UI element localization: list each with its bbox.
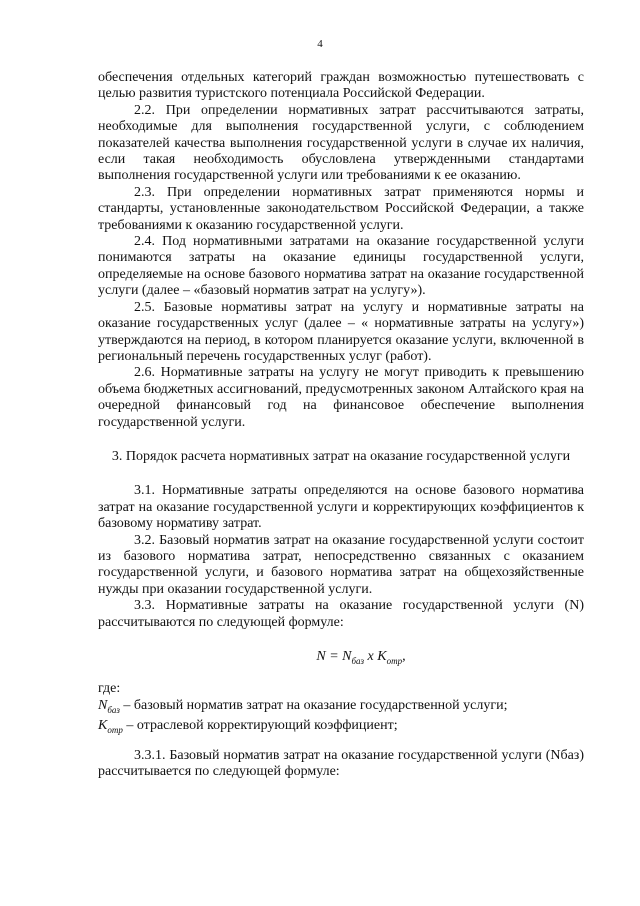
paragraph: обеспечения отдельных категорий граждан возможностью путешествовать с целью развития туристского потенциала Российской Федерации. [98,70,584,102]
paragraph: 2.2. При определении нормативных затрат рассчитываются затраты, необходимые для выполнения государственной услуги, с соблюдением показателей качества выполнения государственной услуги в случае их наличия, если такая необходимость обусловлена утвержденными стандартами выполнения государственной услуги или требованиями к ее оказанию. [98,102,584,184]
document-body [98,70,584,781]
paragraph: 2.4. Под нормативными затратами на оказание государственной услуги понимаются затраты на оказание единицы государственной услуги, определяемые на основе базового норматива затрат на оказание государственной услуги (далее – «базовый норматив затрат на услугу»). [98,234,584,299]
paragraph: 2.6. Нормативные затраты на услугу не могут приводить к превышению объема бюджетных ассигнований, предусмотренных законом Алтайского края на очередной финансовый год на финансовое обеспечение выполнения государственной услуги. [98,365,584,430]
paragraph: 3.2. Базовый норматив затрат на оказание государственной услуги состоит из базового норматива затрат, непосредственно связанных с оказанием государственной услуги, и базового норматива затрат на общехозяйственные нужды при оказании государственной услуги. [98,532,584,597]
paragraph: 3.1. Нормативные затраты определяются на основе базового норматива затрат на оказание государственной услуги и корректирующих коэффициентов к базовому нормативу затрат. [98,483,584,532]
paragraph: 3.3. Нормативные затраты на оказание государственной услуги (N) рассчитываются по следующей формуле: [98,598,584,630]
formula-mid: x K [364,649,387,664]
definition-text: – базовый норматив затрат на оказание государственной услуги; [119,697,508,713]
formula-sub-coef: отр [386,655,403,666]
formula [98,649,584,669]
definition-base [98,698,584,718]
paragraph: 3.3.1. Базовый норматив затрат на оказание государственной услуги (Nбаз) рассчитывается по следующей формуле: [98,748,584,780]
page-number: 4 [317,38,323,50]
intro-paragraphs [98,70,584,431]
definition-text: – отраслевой корректирующий коэффициент; [122,717,398,733]
section-paragraphs [98,483,584,631]
paragraph: 2.3. При определении нормативных затрат применяются нормы и стандарты, установленные законодательством Российской Федерации, а также требованиями к оказанию государственной услуги. [98,184,584,233]
section-heading: 3. Порядок расчета нормативных затрат на оказание государственной услуги [111,448,571,464]
paragraph: 2.5. Базовые нормативы затрат на услугу и нормативные затраты на оказание государственных услуг (далее – « нормативные затраты на услугу») утверждаются на период, в котором планируется оказание услуги, включенной в региональный перечень государственных услуг (работ). [98,299,584,364]
formula-lhs: N = N [316,649,352,664]
formula-end: , [402,649,406,664]
definition-symbol: $K_{отр}$ [98,717,123,735]
definition-symbol: $N_{баз}$ [98,697,120,715]
formula-sub-base: баз [351,655,365,666]
definition-coef [98,718,584,738]
where-label: где: [98,681,121,697]
